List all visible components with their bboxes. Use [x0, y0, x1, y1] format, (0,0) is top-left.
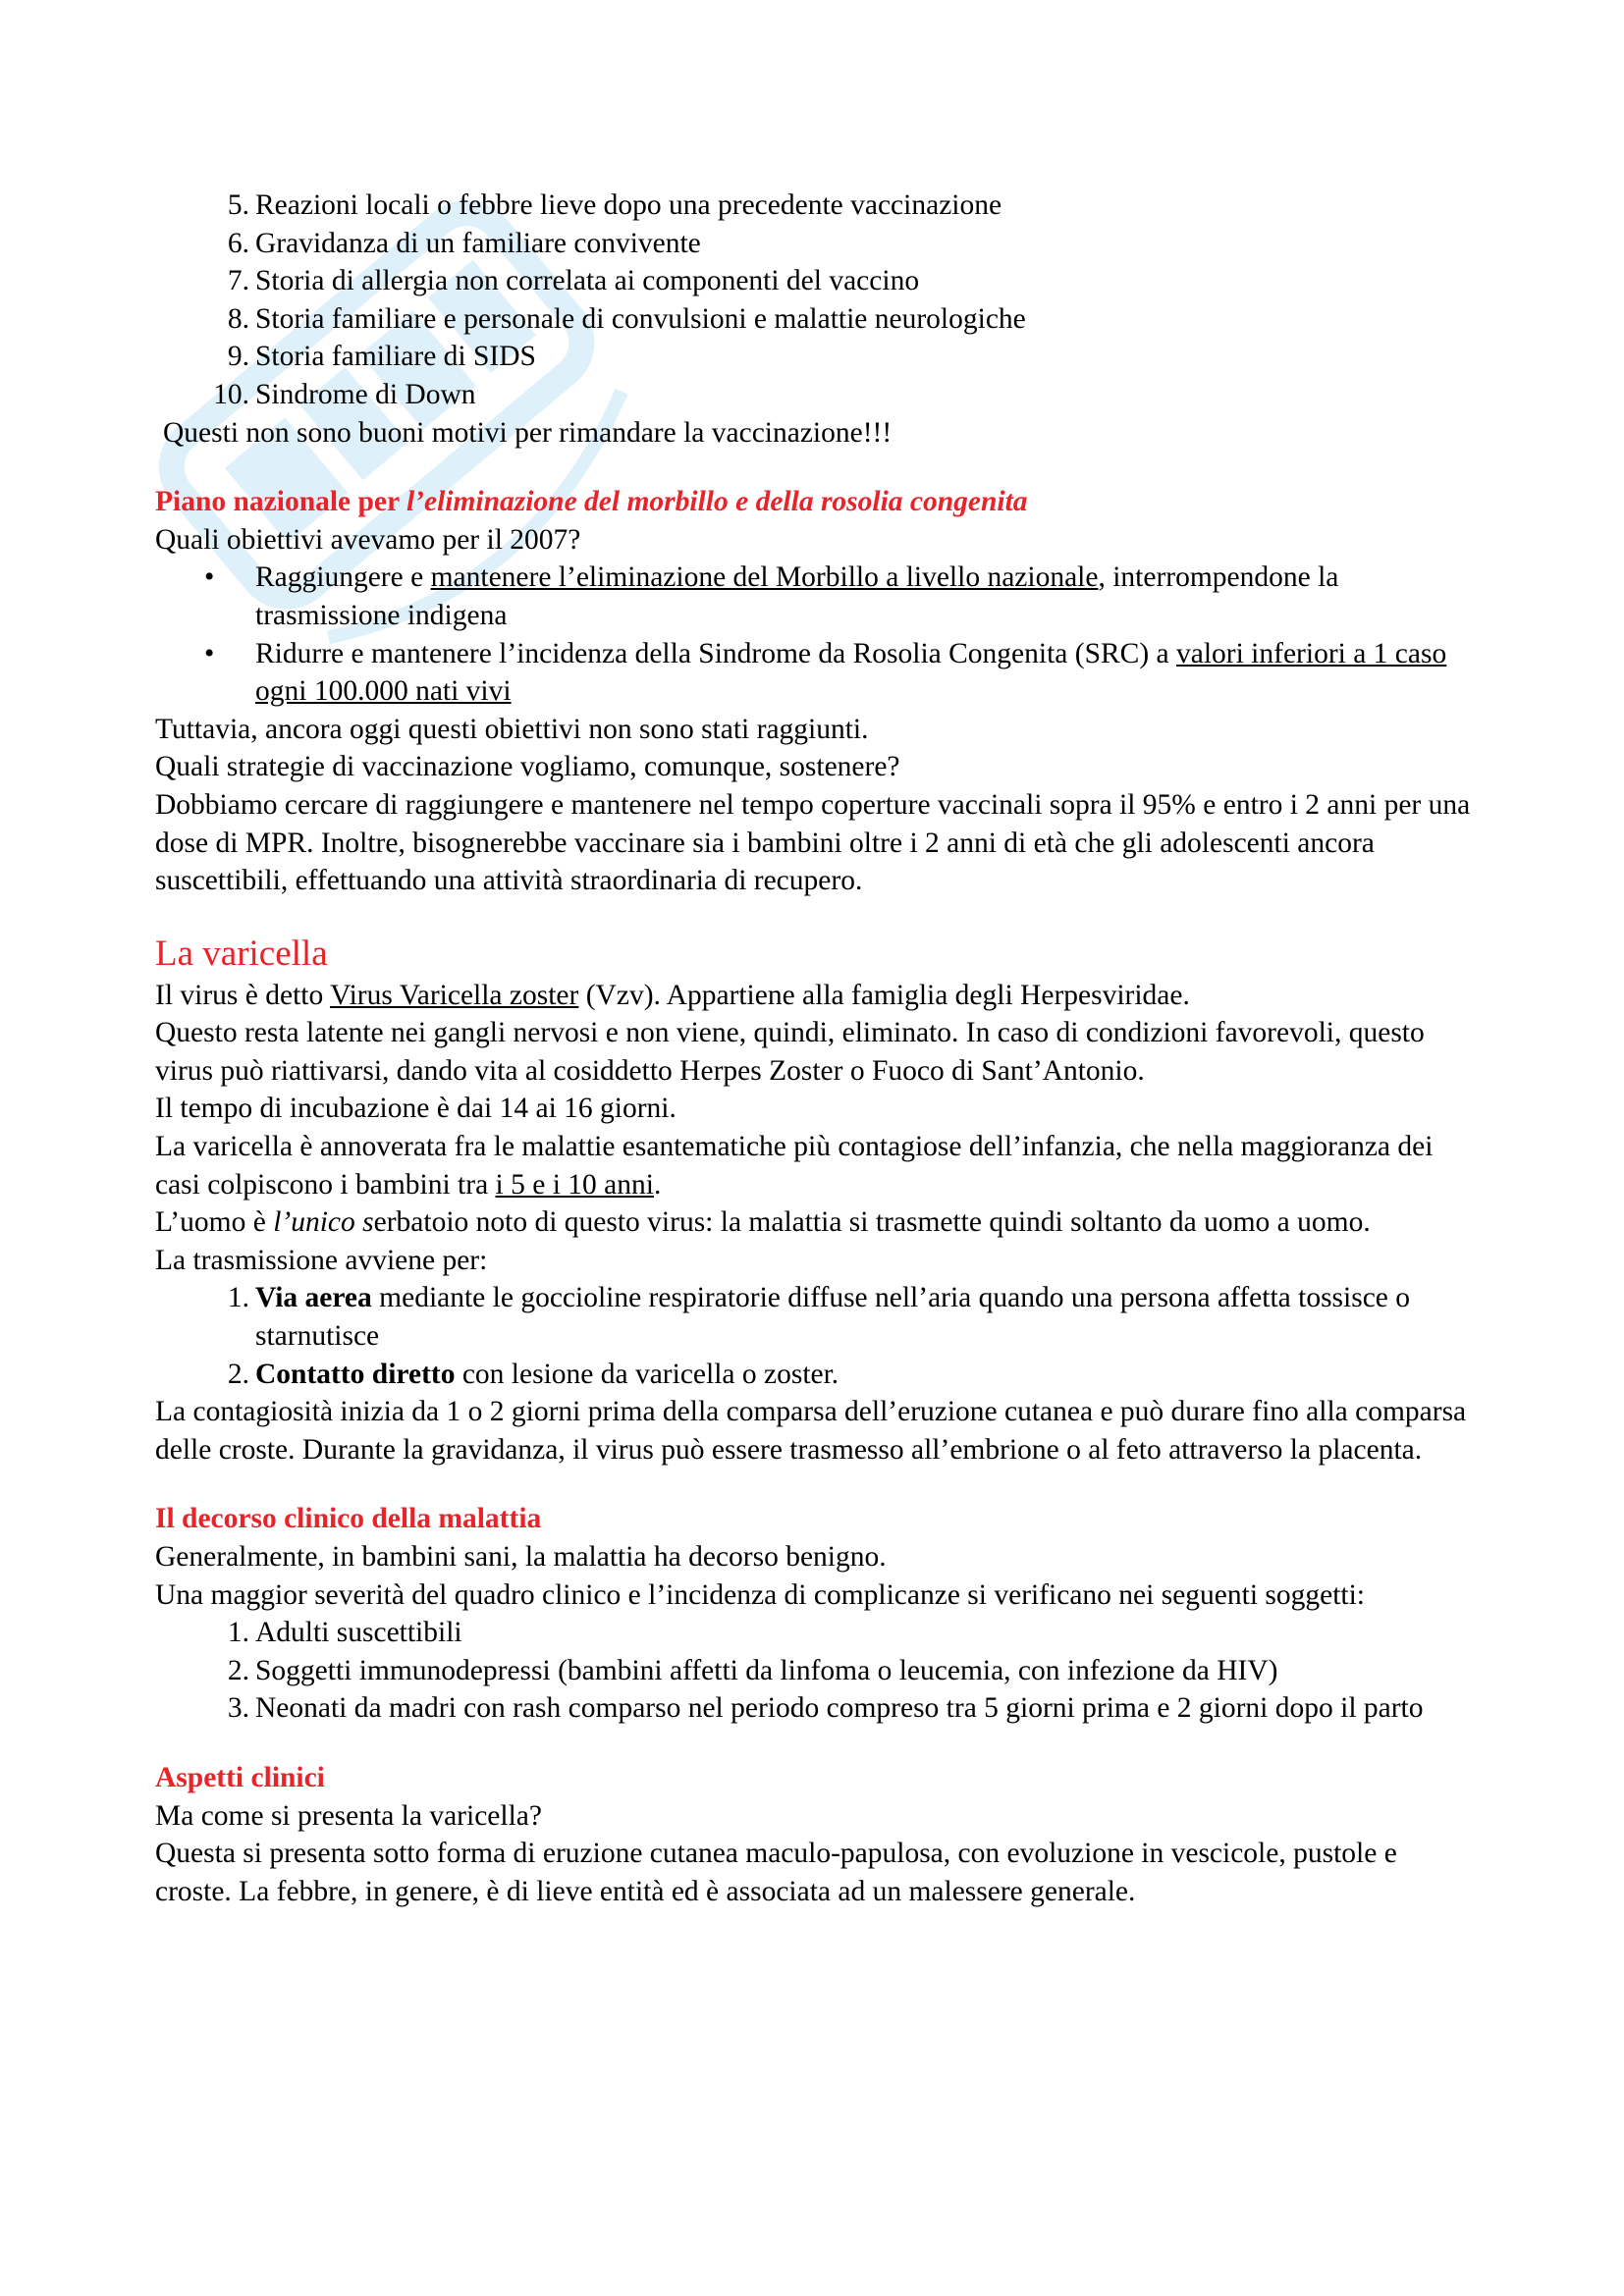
- list-item: 2. Soggetti immunodepressi (bambini affetti da linfoma o leucemia, con infezione da HIV): [227, 1654, 1278, 1686]
- contraindications-list: [155, 187, 1471, 414]
- paragraph: Quali strategie di vaccinazione vogliamo, comunque, sostenere?: [155, 751, 900, 783]
- paragraph: La trasmissione avviene per:: [155, 1244, 488, 1276]
- list-item: 3. Neonati da madri con rash comparso nel periodo compreso tra 5 giorni prima e 2 giorni dopo il parto: [227, 1692, 1424, 1725]
- paragraph: Tuttavia, ancora oggi questi obiettivi non sono stati raggiunti.: [155, 713, 869, 745]
- piano-heading: Piano nazionale per l’eliminazione del morbillo e della rosolia congenita: [155, 486, 1028, 518]
- decorso-heading: Il decorso clinico della malattia: [155, 1503, 542, 1535]
- list-item: • Raggiungere e mantenere l’eliminazione del Morbillo a livello nazionale, interrompendone la trasmissione indigena: [155, 559, 1471, 634]
- paragraph: Il virus è detto Virus Varicella zoster (Vzv). Appartiene alla famiglia degli Herpesviridae.: [155, 979, 1190, 1011]
- bullet-icon: •: [204, 637, 215, 669]
- paragraph: La contagiosità inizia da 1 o 2 giorni prima della comparsa dell’eruzione cutanea e può durare fino alla comparsa delle croste. Durante la gravidanza, il virus può essere trasmesso all’embrione o al feto attraverso la placenta.: [155, 1396, 1467, 1466]
- list-item: 6. Gravidanza di un familiare convivente: [227, 227, 701, 259]
- paragraph: L’uomo è l’unico serbatoio noto di questo virus: la malattia si trasmette quindi soltanto da uomo a uomo.: [155, 1206, 1371, 1239]
- transmission-list: [155, 1279, 1471, 1393]
- paragraph: Generalmente, in bambini sani, la malattia ha decorso benigno.: [155, 1541, 887, 1573]
- piano-question: Quali obiettivi avevamo per il 2007?: [155, 523, 581, 556]
- paragraph: Ma come si presenta la varicella?: [155, 1799, 542, 1832]
- list-item: 9. Storia familiare di SIDS: [227, 341, 536, 373]
- contraindications-conclusion: Questi non sono buoni motivi per rimandare la vaccinazione!!!: [163, 416, 893, 449]
- piano-objectives-list: [155, 559, 1471, 710]
- paragraph: La varicella è annoverata fra le malattie esantematiche più contagiose dell’infanzia, che nella maggioranza dei casi colpiscono i bambini tra i 5 e i 10 anni.: [155, 1131, 1434, 1201]
- list-item: 7. Storia di allergia non correlata ai componenti del vaccino: [227, 265, 920, 297]
- list-item: 1. Adulti suscettibili: [227, 1617, 462, 1649]
- aspetti-heading: Aspetti clinici: [155, 1761, 325, 1793]
- paragraph: Dobbiamo cercare di raggiungere e mantenere nel tempo coperture vaccinali sopra il 95% e entro i 2 anni per una dose di MPR. Inoltre, bisognerebbe vaccinare sia i bambini oltre i 2 anni di età che gli adolescenti ancora suscettibili, effettuando una attività straordinaria di recupero.: [155, 788, 1471, 897]
- list-item: 5. Reazioni locali o febbre lieve dopo una precedente vaccinazione: [227, 189, 1002, 221]
- list-item: • Ridurre e mantenere l’incidenza della Sindrome da Rosolia Congenita (SRC) a valori inferiori a 1 caso ogni 100.000 nati vivi: [155, 635, 1471, 711]
- list-item: 10. Sindrome di Down: [213, 378, 476, 410]
- paragraph: Una maggior severità del quadro clinico e l’incidenza di complicanze si verificano nei seguenti soggetti:: [155, 1578, 1365, 1611]
- paragraph: Il tempo di incubazione è dai 14 ai 16 giorni.: [155, 1093, 677, 1125]
- list-item: 8. Storia familiare e personale di convulsioni e malattie neurologiche: [227, 302, 1026, 335]
- varicella-heading: La varicella: [155, 933, 328, 974]
- bullet-icon: •: [204, 561, 215, 594]
- paragraph: Questa si presenta sotto forma di eruzione cutanea maculo-papulosa, con evoluzione in vescicole, pustole e croste. La febbre, in genere, è di lieve entità ed è associata ad un malessere generale.: [155, 1838, 1397, 1907]
- list-item: 1. Via aerea mediante le goccioline respiratorie diffuse nell’aria quando una persona affetta tossisce o starnutisce: [227, 1282, 1411, 1353]
- document-page: [155, 187, 1471, 1910]
- decorso-list: [155, 1614, 1471, 1728]
- paragraph: Questo resta latente nei gangli nervosi e non viene, quindi, eliminato. In caso di condizioni favorevoli, questo virus può riattivarsi, dando vita al cosiddetto Herpes Zoster o Fuoco di Sant’Antonio.: [155, 1017, 1425, 1087]
- list-item: 2. Contatto diretto con lesione da varicella o zoster.: [227, 1358, 839, 1390]
